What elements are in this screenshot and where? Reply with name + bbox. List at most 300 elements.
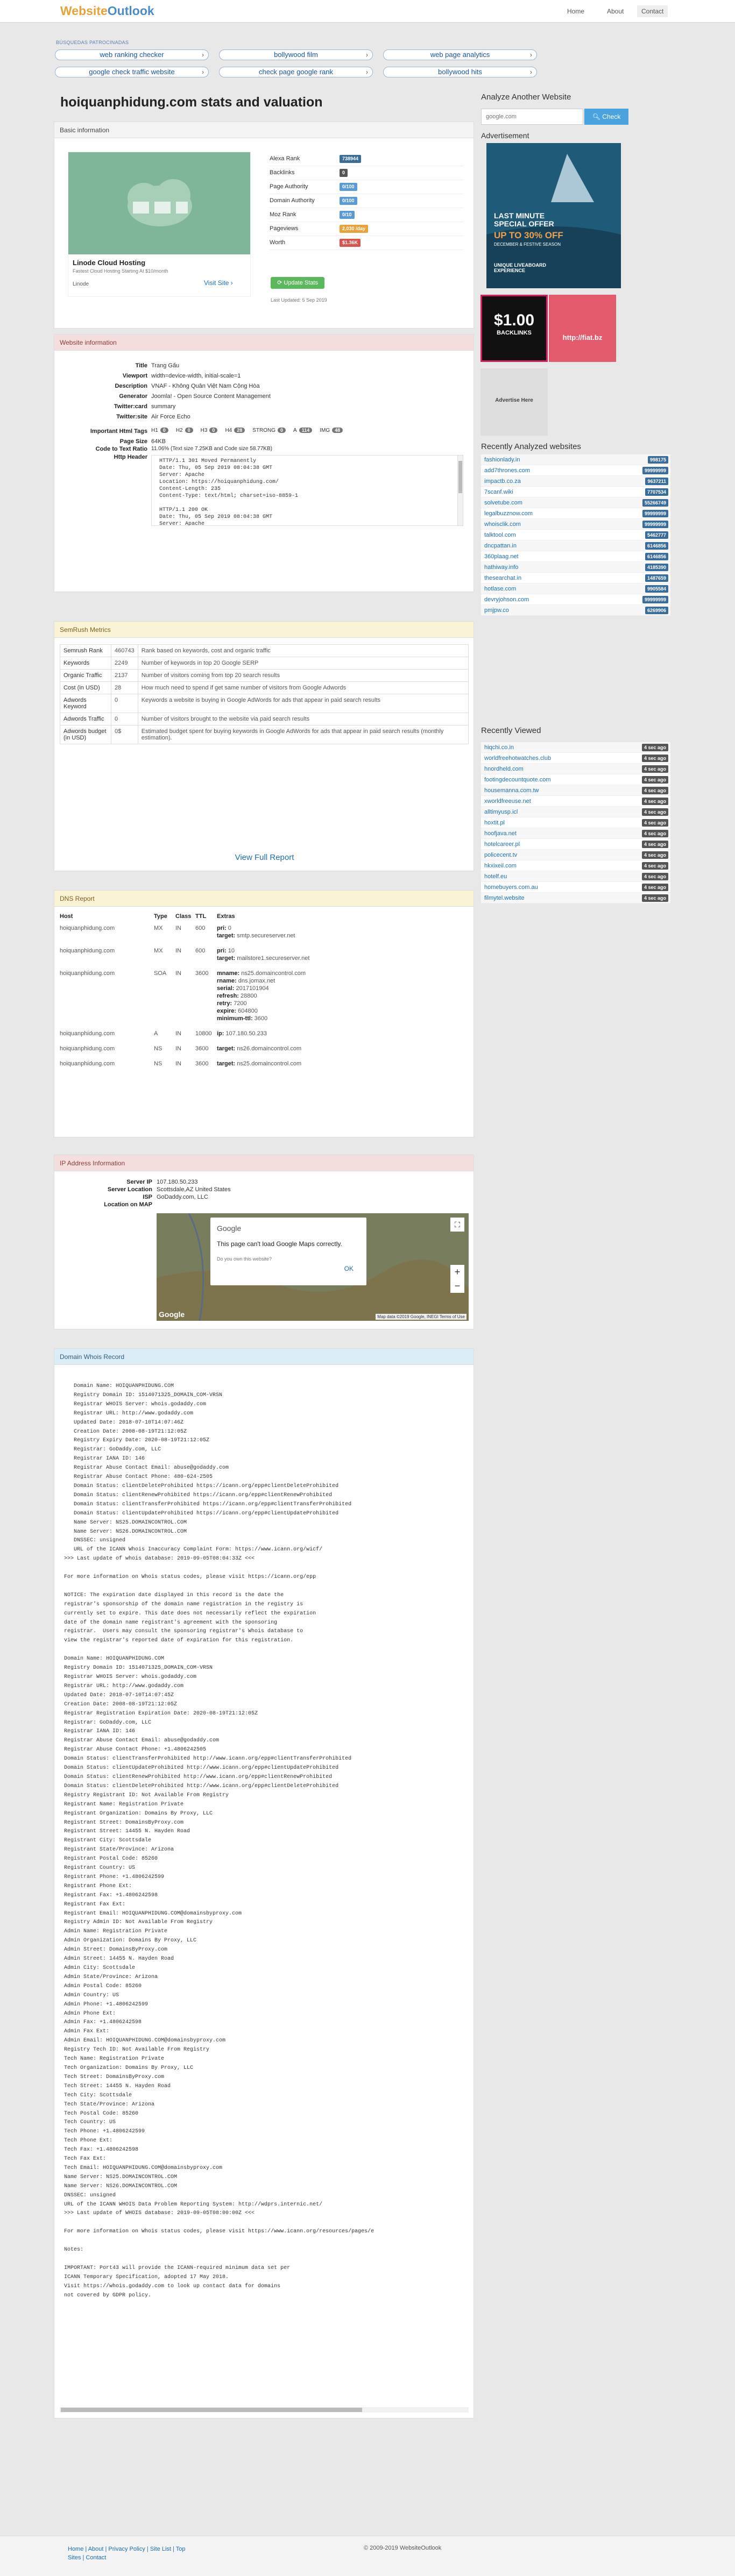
dns-extra-key: expire: [217, 1008, 238, 1014]
site-link[interactable]: hotelf.eu [484, 873, 507, 880]
dns-type: MX [154, 925, 163, 931]
scrollbar[interactable] [457, 456, 463, 525]
dns-extra [217, 925, 231, 931]
dns-host: hoiquanphidung.com [60, 1045, 115, 1052]
dns-extra [217, 1045, 301, 1052]
info-label: Generator [119, 393, 147, 400]
metric-value: 460743 [111, 645, 138, 657]
analyzed-site[interactable] [481, 551, 670, 562]
dns-extra [217, 1061, 301, 1067]
info-label: Title [135, 362, 147, 369]
info-label: Twitter:card [114, 403, 147, 410]
tag-count: 0 [160, 428, 168, 433]
dns-extra-key: pri: [217, 925, 228, 931]
dns-extra [217, 970, 306, 977]
metric-value: 0 [111, 713, 138, 725]
html-tag [225, 428, 245, 433]
dns-extra-key: target: [217, 933, 237, 939]
tag-count: 0 [278, 428, 286, 433]
site-link[interactable]: fashionlady.in [484, 457, 520, 463]
fullscreen-icon[interactable]: ⛶ [450, 1218, 464, 1232]
analyzed-site[interactable] [481, 530, 670, 540]
viewed-site[interactable] [481, 753, 670, 764]
http-header-box[interactable] [151, 455, 463, 526]
dns-extra-value: mailstore1.secureserver.net [237, 955, 310, 962]
html-tag [176, 428, 193, 433]
info-value: Air Force Echo [151, 414, 190, 420]
viewed-site[interactable] [481, 828, 670, 839]
tag-name: A [293, 428, 297, 433]
recent-analyzed-heading: Recently Analyzed websites [481, 442, 581, 451]
site-link[interactable]: filmytel.website [484, 895, 525, 901]
analyze-heading: Analyze Another Website [481, 92, 571, 102]
time-badge: 4 sec ago [642, 894, 668, 902]
html-tags [151, 427, 463, 437]
tag-name: H1 [151, 428, 158, 433]
analyzed-site[interactable] [481, 594, 670, 605]
stat-row [270, 208, 463, 222]
ip-label: ISP [143, 1194, 152, 1200]
map-error-message: This page can't load Google Maps correctly. [217, 1240, 342, 1248]
nav-home[interactable]: Home [567, 8, 585, 15]
site-link[interactable]: solvetube.com [484, 500, 522, 506]
stat-row [270, 236, 463, 250]
dns-host: hoiquanphidung.com [60, 1030, 115, 1037]
dns-class: IN [175, 970, 181, 977]
stat-row [270, 222, 463, 236]
dns-extra [217, 955, 309, 962]
dns-ttl: 3600 [195, 970, 209, 977]
viewed-site[interactable] [481, 871, 670, 882]
ad-card[interactable] [68, 152, 251, 297]
site-link[interactable]: devryjohson.com [484, 596, 529, 603]
site-rank-badge: 4185390 [645, 564, 668, 571]
dns-col-header: Extras [217, 913, 235, 920]
site-link[interactable]: hotlase.com [484, 586, 517, 592]
zoom-out-icon[interactable]: − [454, 1280, 461, 1291]
dns-type: NS [154, 1061, 162, 1067]
advertisement-label: Advertisement [481, 131, 529, 140]
ad-brand: Linode [73, 281, 89, 287]
stat-badge: 0/10 [340, 211, 355, 219]
time-badge: 4 sec ago [642, 765, 668, 773]
time-badge: 4 sec ago [642, 776, 668, 784]
site-link[interactable]: add7thrones.com [484, 467, 530, 474]
time-badge: 4 sec ago [642, 830, 668, 837]
site-link[interactable]: pmjpw.co [484, 607, 509, 614]
panel-header: Website information [54, 335, 473, 351]
recent-analyzed-list [481, 454, 670, 616]
zoom-in-icon[interactable]: + [454, 1266, 461, 1277]
time-badge: 4 sec ago [642, 819, 668, 827]
view-full-report-link[interactable]: View Full Report [235, 853, 294, 862]
dns-class: IN [175, 1061, 181, 1067]
dns-extra-value: 107.180.50.233 [225, 1030, 267, 1037]
ratio-value: 11.06% (Text size 7.25KB and Code size 58.77KB) [151, 446, 272, 452]
metric-label: Semrush Rank [60, 645, 111, 657]
chevron-right-icon: › [366, 51, 368, 59]
metric-description: Rank based on keywords, cost and organic traffic [138, 645, 468, 657]
site-link[interactable]: talktool.com [484, 532, 516, 538]
ratio-label: Code to Text Ratio [95, 446, 147, 452]
dns-extra-key: retry: [217, 1000, 234, 1007]
map-attribution: Map data ©2019 Google, INEGI Terms of Use [376, 1314, 467, 1320]
site-link[interactable]: hathiway.info [484, 564, 519, 571]
map-error-dialog [210, 1218, 366, 1285]
tag-count: 114 [299, 428, 313, 433]
page-size-value: 64KB [151, 438, 166, 445]
tag-count: 28 [234, 428, 245, 433]
semrush-row [60, 645, 469, 657]
site-link[interactable]: hoxtit.pl [484, 820, 505, 826]
ip-label: Server IP [126, 1179, 152, 1185]
page-size-label: Page Size [119, 438, 147, 445]
viewed-site[interactable] [481, 817, 670, 828]
site-link[interactable]: hiqchi.co.in [484, 744, 514, 751]
dns-extra [217, 948, 235, 954]
stat-row [270, 166, 463, 180]
dns-ttl: 600 [195, 925, 206, 931]
dns-extra-key: serial: [217, 985, 236, 992]
backlinks-ad[interactable] [480, 295, 548, 362]
stat-badge: 0 [340, 169, 348, 177]
site-link[interactable]: alltimyusp.icl [484, 809, 518, 815]
sponsored-link[interactable]: bollywood hits › [383, 67, 537, 77]
google-logo: Google [159, 1310, 185, 1319]
semrush-row [60, 657, 469, 670]
top-navbar [0, 0, 735, 23]
time-badge: 4 sec ago [642, 798, 668, 805]
dns-extra [217, 985, 269, 992]
viewed-site[interactable] [481, 850, 670, 860]
tag-name: STRONG [252, 428, 276, 433]
site-rank-badge: 1487659 [645, 574, 668, 582]
nav-about[interactable]: About [607, 8, 624, 15]
ip-label: Server Location [107, 1186, 152, 1193]
dns-extra-value: 10 [228, 948, 235, 954]
site-rank-badge: 5462777 [645, 531, 668, 539]
stat-label: Page Authority [270, 183, 308, 190]
map-question[interactable]: Do you own this website? [217, 1256, 272, 1262]
time-badge: 4 sec ago [642, 862, 668, 870]
html-tag [320, 428, 343, 433]
site-link[interactable]: 7scanf.wiki [484, 489, 513, 495]
dns-ttl: 600 [195, 948, 206, 954]
viewed-site[interactable] [481, 893, 670, 903]
promo-subtitle: DECEMBER & FESTIVE SEASON [494, 242, 561, 247]
dns-host: hoiquanphidung.com [60, 948, 115, 954]
site-link[interactable]: housemanna.com.tw [484, 787, 539, 794]
site-rank-badge: 99999999 [642, 510, 668, 517]
website-info-panel [54, 334, 474, 592]
sponsored-link[interactable]: bollywood film › [219, 49, 373, 60]
info-value: summary [151, 403, 176, 410]
dns-type: MX [154, 948, 163, 954]
ip-value: GoDaddy.com, LLC [157, 1194, 208, 1200]
update-stats-button[interactable]: ⟳ Update Stats [271, 277, 324, 289]
sponsored-link[interactable]: google check traffic website › [55, 67, 209, 77]
metric-value: 2249 [111, 657, 138, 670]
site-rank-badge: 7707534 [645, 488, 668, 496]
time-badge: 4 sec ago [642, 787, 668, 794]
site-link[interactable]: homebuyers.com.au [484, 884, 538, 891]
site-link[interactable]: footingdecountquote.com [484, 777, 551, 783]
site-link[interactable]: dncpattan.in [484, 543, 517, 549]
time-badge: 4 sec ago [642, 755, 668, 762]
info-label: Description [115, 383, 147, 389]
stat-row [270, 180, 463, 194]
dns-class: IN [175, 1045, 181, 1052]
site-link[interactable]: worldfreehotwatches.club [484, 755, 552, 762]
site-link[interactable]: impactb.co.za [484, 478, 521, 485]
site-link[interactable]: legalbuzznow.com [484, 510, 533, 517]
stat-label: Domain Authority [270, 197, 315, 204]
html-tag [293, 428, 312, 433]
metric-description: Number of keywords in top 20 Google SERP [138, 657, 468, 670]
analyzed-site[interactable] [481, 508, 670, 519]
backlinks-text: BACKLINKS [497, 330, 532, 336]
metric-label: Adwords budget (in USD) [60, 725, 111, 744]
dns-type: NS [154, 1045, 162, 1052]
dns-host: hoiquanphidung.com [60, 970, 115, 977]
tag-name: H4 [225, 428, 232, 433]
dns-host: hoiquanphidung.com [60, 925, 115, 931]
analyzed-site[interactable] [481, 540, 670, 551]
site-rank-badge: 6146856 [645, 542, 668, 550]
stat-label: Pageviews [270, 225, 299, 232]
dns-extra [217, 933, 295, 939]
metric-description: Number of visitors coming from top 20 search results [138, 670, 468, 682]
tag-count: 48 [332, 428, 343, 433]
site-rank-badge: 6146856 [645, 553, 668, 560]
viewed-site[interactable] [481, 882, 670, 893]
dns-extra-value: smtp.secureserver.net [237, 933, 295, 939]
viewed-site[interactable] [481, 785, 670, 796]
sponsored-label: BÚSQUEDAS PATROCINADAS [56, 40, 129, 45]
viewed-site[interactable] [481, 764, 670, 774]
analyzed-site[interactable] [481, 583, 670, 594]
ip-value: 107.180.50.233 [157, 1179, 198, 1185]
metric-value: 28 [111, 682, 138, 694]
time-badge: 4 sec ago [642, 744, 668, 751]
tag-name: H2 [175, 428, 183, 433]
time-badge: 4 sec ago [642, 851, 668, 859]
advertise-here-box[interactable]: Advertise Here [480, 368, 548, 436]
stat-badge: 738944 [340, 155, 361, 163]
analyze-input[interactable] [481, 109, 583, 125]
dns-extra [217, 1000, 247, 1007]
dns-ttl: 10800 [195, 1030, 212, 1037]
chevron-right-icon: › [202, 51, 204, 59]
metric-description: How much need to spend if get same number of visitors from Google Adwords [138, 682, 468, 694]
dns-col-header: Host [60, 913, 73, 920]
site-link[interactable]: hoofjava.net [484, 830, 517, 837]
dns-extra [217, 1008, 258, 1014]
site-link[interactable]: hotelcareer.pl [484, 841, 520, 848]
dns-extra-key: ip: [217, 1030, 226, 1037]
analyzed-site[interactable] [481, 497, 670, 508]
analyzed-site[interactable] [481, 454, 670, 465]
tag-count: 0 [209, 428, 217, 433]
panel-header: IP Address Information [54, 1155, 473, 1171]
location-map[interactable] [157, 1213, 469, 1321]
stat-label: Worth [270, 239, 286, 246]
dns-extra [217, 1030, 267, 1037]
analyzed-site[interactable] [481, 605, 670, 616]
viewed-site[interactable] [481, 839, 670, 850]
viewed-site[interactable] [481, 774, 670, 785]
metric-value: 2137 [111, 670, 138, 682]
stat-label: Alexa Rank [270, 155, 300, 162]
site-link[interactable]: hnordheld.com [484, 766, 524, 772]
fiat-ad[interactable] [549, 295, 616, 362]
dns-extra-key: refresh: [217, 993, 241, 999]
viewed-site[interactable] [481, 796, 670, 807]
metric-description: Keywords a website is buying in Google AdWords for ads that appear in paid search results [138, 694, 468, 713]
map-brand: Google [217, 1224, 242, 1233]
site-link[interactable]: whoisclik.com [484, 521, 521, 528]
html-tag [252, 428, 286, 433]
dns-extra-value: ns25.domaincontrol.com [237, 1061, 302, 1067]
tag-count: 0 [185, 428, 193, 433]
whois-panel [54, 1348, 474, 2418]
ad-description: Fastest Cloud Hosting Starting At $10/month [73, 268, 168, 274]
dns-col-header: TTL [195, 913, 207, 920]
dns-extra-key: minimum-ttl: [217, 1015, 255, 1022]
stat-row [270, 152, 463, 166]
stat-label: Moz Rank [270, 211, 296, 218]
sponsored-link[interactable]: web page analytics › [383, 49, 537, 60]
info-value: Trang Gấu [151, 362, 180, 369]
dns-class: IN [175, 925, 181, 931]
analyzed-site[interactable] [481, 519, 670, 530]
dns-extra-value: 28800 [241, 993, 257, 999]
analyzed-site[interactable] [481, 573, 670, 583]
http-header-text: HTTP/1.1 301 Moved Permanently Date: Thu, 05 Sep 2019 08:04:38 GMT Server: Apache Location: https://hoiquanphidung.com/ Content-Length: 235 Content-Type: text/html; charset=iso-8859-1 HTTP/1.1 200 OK Date: Thu, 05 Sep 2019 08:04:38 GMT Server: Apache [159, 458, 299, 526]
dns-extra-value: 3600 [254, 1015, 268, 1022]
sponsored-link[interactable]: check page google rank › [219, 67, 373, 77]
dns-extra-key: target: [217, 1045, 237, 1052]
recent-viewed-list [481, 742, 670, 903]
semrush-row [60, 725, 469, 744]
horizontal-scrollbar[interactable] [60, 2407, 469, 2413]
nav-contact[interactable]: Contact [637, 5, 668, 17]
semrush-table [60, 644, 469, 744]
semrush-row [60, 670, 469, 682]
info-value: width=device-width, initial-scale=1 [151, 373, 241, 379]
site-rank-badge: 55266749 [642, 499, 668, 507]
site-link[interactable]: 360plaag.net [484, 553, 519, 560]
dns-col-header: Type [154, 913, 167, 920]
semrush-row [60, 682, 469, 694]
promo-ad[interactable] [486, 143, 621, 288]
map-ok-button[interactable]: OK [344, 1265, 354, 1272]
http-header-label: Http Header [114, 454, 147, 460]
chevron-right-icon: › [202, 68, 204, 76]
html-tag [201, 428, 218, 433]
site-link[interactable]: hkxixeil.com [484, 863, 517, 869]
info-label: Twitter:site [116, 414, 147, 420]
ad-title: Linode Cloud Hosting [73, 259, 146, 267]
site-rank-badge: 99999999 [642, 521, 668, 528]
chevron-right-icon: › [530, 51, 532, 59]
site-link[interactable]: xworldfreeuse.net [484, 798, 531, 805]
stat-row [270, 194, 463, 208]
whois-text: Domain Name: HOIQUANPHIDUNG.COM Registry Domain ID: 1514071325_DOMAIN_COM-VRSN Registrar WHOIS Server: whois.godaddy.com Registrar URL: http://www.godaddy.com Updated Date: 2018-07-10T14:07:46Z Creation Date: 2008-08-19T21:12:05Z Registry Expiry Date: 2020-08-19T21:12:05Z Registrar: GoDaddy.com, LLC Registrar IANA ID: 146 Registrar Abuse Contact Email: abuse@godaddy.com Registrar Abuse Contact Phone: 480-624-2505 Domain Status: clientDeleteProhibited https://icann.org/epp#clientDeleteProhibited Domain Status: clientRenewProhibited https://icann.org/epp#clientRenewProhibited Domain Status: clientTransferProhibited https://icann.org/epp#clientTransferProhibited Domain Status: clientUpdateProhibited https://icann.org/epp#clientUpdateProhibited Name Server: NS25.DOMAINCONTROL.COM Name Server: NS26.DOMAINCONTROL.COM DNSSEC: unsigned URL of the ICANN Whois Inaccuracy Complaint Form: https://www.icann.org/wicf/ >>> Last update of whois database: 2019-09-05T08:04:33Z <<< For more information on Whois status codes, please visit https://icann.org/epp NOTICE: The expiration date displayed in this record is the date the registrar's sponsorship of the domain name registration in the registry is currently set to expire. This date does not necessarily reflect the expiration date of the domain name registrant's agreement with the sponsoring registrar. Users may consult the sponsoring registrar's Whois database to view the registrar's reported date of expiration for this registration. Domain Name: HOIQUANPHIDUNG.COM Registry Domain ID: 1514071325_DOMAIN_COM-VRSN Registrar WHOIS Server: whois.godaddy.com Registrar URL: http://www.godaddy.com Updated Date: 2018-07-10T14:07:45Z Creation Date: 2008-08-19T21:12:05Z Registrar Registration Expiration Date: 2020-08-19T21:12:05Z Registrar: GoDaddy.com, LLC Registrar IANA ID: 146 Registrar Abuse Contact Email: abuse@godaddy.com Registrar Abuse Contact Phone: +1.4806242505 Domain Status: clientTransferProhibited http://www.icann.org/epp#clientTransferProhibited Domain Status: clientUpdateProhibited http://www.icann.org/epp#clientUpdateProhibited Domain Status: clientRenewProhibited http://www.icann.org/epp#clientRenewProhibited Domain Status: clientDeleteProhibited http://www.icann.org/epp#clientDeleteProhibited Registry Registrant ID: Not Available From Registry Registrant Name: Registration Private Registrant Organization: Domains By Proxy, LLC Registrant Street: DomainsByProxy.com Registrant Street: 14455 N. Hayden Road Registrant City: Scottsdale Registrant State/Province: Arizona Registrant Postal Code: 85260 Registrant Country: US Registrant Phone: +1.4806242599 Registrant Phone Ext: Registrant Fax: +1.4806242598 Registrant Fax Ext: Registrant Email: HOIQUANPHIDUNG.COM@domainsbyproxy.com Registry Admin ID: Not Available From Registry Admin Name: Registration Private Admin Organization: Domains By Proxy, LLC Admin Street: DomainsByProxy.com Admin Street: 14455 N. Hayden Road Admin City: Scottsdale Admin State/Province: Arizona Admin Postal Code: 85260 Admin Country: US Admin Phone: +1.4806242599 Admin Phone Ext: Admin Fax: +1.4806242598 Admin Fax Ext: Admin Email: HOIQUANPHIDUNG.COM@domainsbyproxy.com Registry Tech ID: Not Available From Registry Tech Name: Registration Private Tech Organization: Domains By Proxy, LLC Tech Street: DomainsByProxy.com Tech Street: 14455 N. Hayden Road Tech City: Scottsdale Tech State/Province: Arizona Tech Postal Code: 85260 Tech Country: US Tech Phone: +1.4806242599 Tech Phone Ext: Tech Fax: +1.4806242598 Tech Fax Ext: Tech Email: HOIQUANPHIDUNG.COM@domainsbyproxy.com Name Server: NS25.DOMAINCONTROL.COM Name Server: NS26.DOMAINCONTROL.COM DNSSEC: unsigned URL of the ICANN WHOIS Data Problem Reporting System: http://wdprs.internic.net/ >>> Last update of WHOIS database: 2019-09-05T08:00:00Z <<< For more information on Whois status codes, please visit https://www.icann.org/resources/pages/e Notes: IMPORTANT: Port43 will provide the ICANN-required minimum data set per ICANN Temporary Specification, adopted 17 May 2018. Visit https://whois.godaddy.com to look up contact data for domains not covered by GDPR policy. [64, 1383, 374, 2299]
basic-stats [270, 152, 463, 250]
site-rank-badge: 99999999 [642, 596, 668, 603]
dns-extra-value: ns26.domaincontrol.com [237, 1045, 302, 1052]
metric-value: 0 [111, 694, 138, 713]
metric-description: Number of visitors brought to the website via paid search results [138, 713, 468, 725]
whois-box[interactable] [60, 1370, 469, 2406]
dns-extra-value: 2017101904 [236, 985, 269, 992]
analyzed-site[interactable] [481, 487, 670, 497]
site-rank-badge: 6269906 [645, 607, 668, 614]
dns-type: A [154, 1030, 158, 1037]
analyzed-site[interactable] [481, 476, 670, 487]
zoom-controls[interactable] [450, 1265, 464, 1293]
metric-label: Keywords [60, 657, 111, 670]
dns-host: hoiquanphidung.com [60, 1061, 115, 1067]
dns-class: IN [175, 1030, 181, 1037]
site-link[interactable]: thesearchat.in [484, 575, 522, 581]
metric-label: Adwords Traffic [60, 713, 111, 725]
sponsored-link[interactable]: web ranking checker › [55, 49, 209, 60]
viewed-site[interactable] [481, 860, 670, 871]
check-button[interactable]: 🔍︎ Check [584, 109, 628, 125]
stat-label: Backlinks [270, 169, 295, 176]
recent-viewed-heading: Recently Viewed [481, 726, 541, 735]
stat-badge: 2,030 /day [340, 225, 368, 233]
cloud-icon [68, 152, 250, 254]
chevron-right-icon: › [366, 68, 368, 76]
dns-col-header: Class [175, 913, 192, 920]
semrush-panel [54, 621, 474, 871]
dns-extra-key: pri: [217, 948, 228, 954]
time-badge: 4 sec ago [642, 873, 668, 880]
dns-extra-value: 0 [228, 925, 231, 931]
panel-header: Basic information [54, 122, 473, 138]
analyzed-site[interactable] [481, 465, 670, 476]
chevron-right-icon: › [530, 68, 532, 76]
basic-info-panel [54, 122, 474, 329]
dns-extra-key: target: [217, 955, 237, 962]
info-value: VNAF - Không Quân Việt Nam Cộng Hòa [151, 383, 260, 389]
last-updated: Last Updated: 5 Sep 2019 [271, 297, 327, 303]
footer [0, 2536, 735, 2576]
viewed-site[interactable] [481, 807, 670, 817]
site-link[interactable]: policecent.tv [484, 852, 518, 858]
dns-type: SOA [154, 970, 167, 977]
viewed-site[interactable] [481, 742, 670, 753]
footer-links[interactable]: Home | About | Privacy Policy | Site List | Top Sites | Contact [68, 2546, 186, 2561]
site-logo[interactable]: WebsiteOutlook [60, 4, 154, 18]
dns-extra-value: 7200 [234, 1000, 247, 1007]
metric-label: Organic Traffic [60, 670, 111, 682]
dns-class: IN [175, 948, 181, 954]
search-icon: 🔍︎ [592, 113, 600, 120]
metric-description: Estimated budget spent for buying keywords in Google AdWords for ads that appear in paid search results (monthly estimation). [138, 725, 468, 744]
metric-value: 0$ [111, 725, 138, 744]
ad-visit-button[interactable]: Visit Site › [204, 279, 233, 287]
analyzed-site[interactable] [481, 562, 670, 573]
semrush-row [60, 694, 469, 713]
cloud-illustration [68, 152, 250, 254]
stat-badge: 0/100 [340, 183, 357, 191]
info-value: Joomla! - Open Source Content Management [151, 393, 271, 400]
dns-extra-key: mname: [217, 970, 242, 977]
